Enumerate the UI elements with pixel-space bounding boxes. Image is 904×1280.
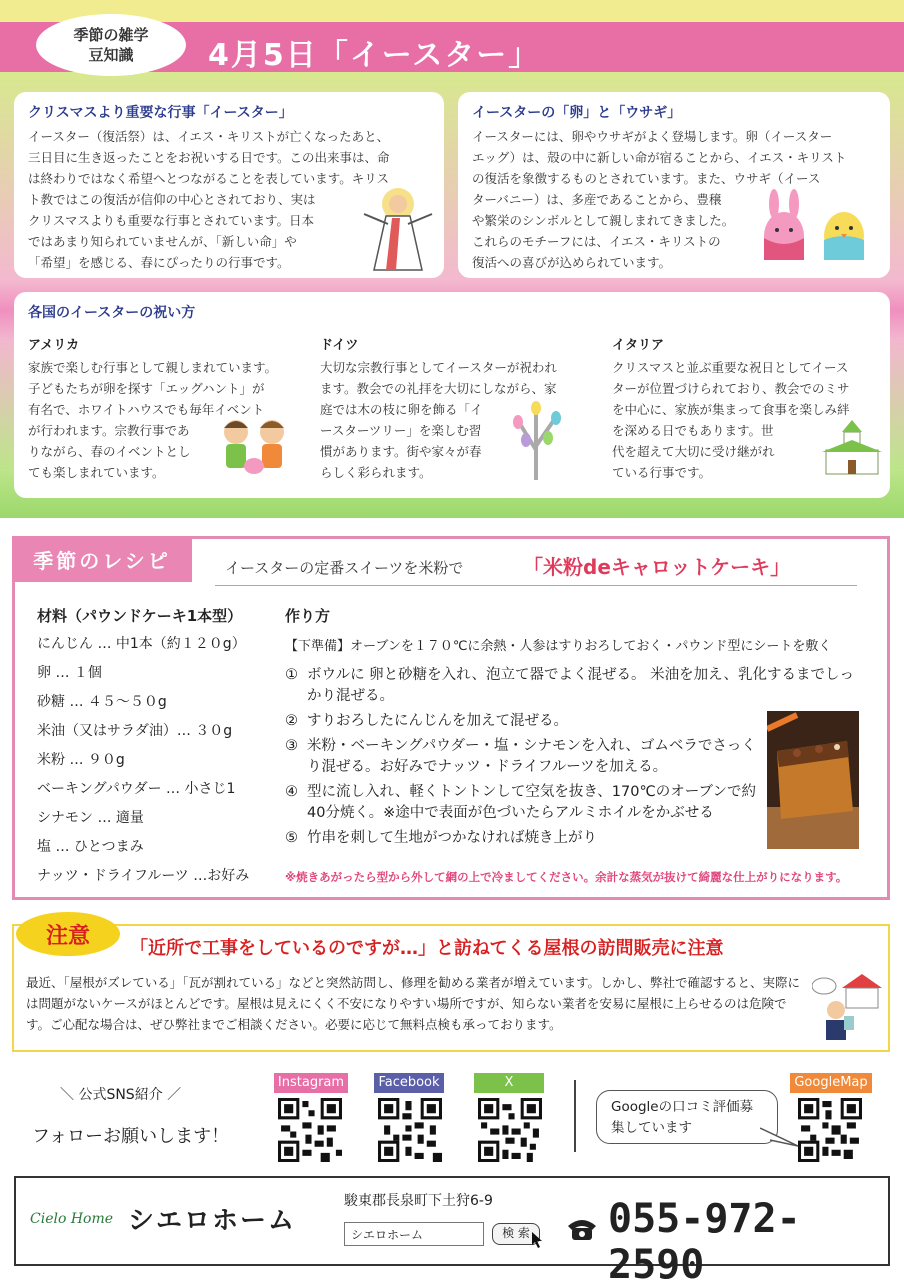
ingredient-item: シナモン … 適量: [37, 810, 144, 826]
card-title: 各国のイースターの祝い方: [28, 305, 196, 321]
company-footer: [14, 1176, 890, 1280]
prep-note: 【下準備】オーブンを１７０℃に余熱・人参はすりおろしておく・パウンド型にシートを敷く: [285, 639, 832, 654]
instagram-qr-code[interactable]: [278, 1098, 342, 1162]
salesman-house-icon: [812, 970, 884, 1040]
country-text: 家族で楽しむ行事として親しまれています。 子どもたちが卵を探す「エッグハント」が 有名で、ホワイトハウスでも毎年イベント が行われます。宗教行事であ りながら、春のイベントとし ても楽しまれています。: [28, 360, 278, 480]
x-label[interactable]: X: [474, 1073, 544, 1093]
recipe-section: [12, 536, 890, 900]
ingredient-item: ナッツ・ドライフルーツ …お好み: [37, 868, 250, 884]
recipe-tag: 季節のレシピ: [12, 536, 192, 582]
step-item: ② すりおろしたにんじんを加えて混ぜる。: [285, 713, 568, 729]
jesus-illustration-icon: [356, 184, 440, 274]
search-input[interactable]: シエロホーム: [344, 1222, 484, 1246]
country-text: 大切な宗教行事としてイースターが祝われ ます。教会での礼拝を大切にしながら、家 庭では木の枝に卵を飾る「イ ースターツリー」を楽しむ習 慣があります。街や家々が春 らしく彩られます。: [320, 360, 557, 480]
ingredients-title: 材料（パウンドケーキ1本型）: [37, 607, 243, 625]
country-name: ドイツ: [320, 338, 359, 353]
step-item: ① ボウルに 卵と砂糖を入れ、泡立て器でよく混ぜる。 米油を加え、乳化するまでしっかり混ぜる。: [285, 667, 855, 704]
company-address: 駿東郡長泉町下土狩6-9: [344, 1193, 493, 1209]
facebook-label[interactable]: Facebook: [374, 1073, 444, 1093]
company-logo-en: Cielo Home: [30, 1211, 114, 1227]
follow-text: フォローお願いします！: [32, 1126, 230, 1147]
steps-title: 作り方: [285, 607, 331, 625]
country-name: イタリア: [612, 338, 665, 353]
column-badge-line1: 季節の雑学: [73, 26, 149, 44]
facebook-qr-code[interactable]: [378, 1098, 442, 1162]
church-icon: [822, 418, 882, 476]
ingredient-item: 砂糖 … ４５～５０g: [37, 694, 167, 710]
countries-card: [14, 292, 890, 498]
page-title: 4月5日「イースター」: [208, 38, 541, 73]
caution-section: [12, 924, 890, 1052]
x-qr-code[interactable]: [478, 1098, 542, 1162]
ingredient-item: ベーキングパウダー … 小さじ1: [37, 781, 236, 797]
step-item: ③ 米粉・ベーキングパウダー・塩・シナモンを入れ、ゴムベラでさっくり混ぜる。お好みでナッツ・ドライフルーツを加える。: [285, 738, 756, 775]
phone-number[interactable]: 055-972-2590: [608, 1196, 801, 1280]
caution-badge: 注意: [16, 912, 120, 956]
country-name: アメリカ: [28, 338, 80, 353]
card-title: イースターの「卵」と「ウサギ」: [472, 105, 682, 121]
easter-egg-bunny-icon: [764, 188, 880, 264]
ingredients-list: [37, 633, 249, 894]
carrot-cake-photo: [767, 711, 859, 849]
egg-rabbit-card: [458, 92, 890, 278]
easter-tree-icon: [506, 400, 570, 480]
review-bubble: Googleの口コミ評価募集しています: [596, 1090, 778, 1144]
column-badge-line2: 豆知識: [88, 46, 134, 64]
googlemap-qr-code[interactable]: [798, 1098, 862, 1162]
recipe-divider: [215, 585, 857, 586]
instagram-label[interactable]: Instagram: [274, 1073, 348, 1093]
recipe-footnote: ※焼きあがったら型から外して網の上で冷ましてください。余計な蒸気が抜けて綺麗な仕上がりになります。: [285, 870, 848, 884]
step-item: ④ 型に流し入れ、軽くトントンして空気を抜き、170℃のオーブンで約40分焼く。※途中で表面が色づいたらアルミホイルをかぶせる: [285, 784, 756, 821]
column-badge: [36, 14, 186, 76]
recipe-title: 「米粉deキャロットケーキ」: [523, 555, 791, 579]
ingredient-item: 塩 … ひとつまみ: [37, 839, 144, 855]
step-item: ⑤ 竹串を刺して生地がつかなければ焼き上がり: [285, 830, 597, 846]
bubble-tail-icon: [760, 1126, 800, 1150]
ingredient-item: 米粉 … ９０g: [37, 752, 125, 768]
egg-hunt-kids-icon: [214, 414, 296, 478]
card-text: イースター（復活祭）は、イエス・キリストが亡くなったあと、 三日目に生き返ったことをお祝いする日です。この出来事は、命 は終わりではなく希望へとつながることを表しています。キリス ト教ではこの復活が信仰の中心とされており、実は クリスマスよりも重要な行事とされています。日本 ではあまり知られていませんが、「新しい命」や 「希望」を感じる、春にぴったりの行事です。: [28, 129, 390, 270]
sns-heading: ＼ 公式SNS紹介 ／: [60, 1087, 182, 1103]
search-button[interactable]: 検 索: [492, 1223, 540, 1245]
caution-text: 最近、「屋根がズレている」「瓦が割れている」などと突然訪問し、修理を勧める業者が増えています。しかし、弊社で確認すると、実際には問題がないケースがほとんどです。屋根は見えにくく不安になりやすい場所ですが、知らない業者を安易に屋根に上らせるのは危険です。ご心配な場合は、ぜひ弊社までご相談ください。必要に応じて無料点検も承っております。: [26, 975, 801, 1032]
card-text: イースターには、卵やウサギがよく登場します。卵（イースター エッグ）は、殻の中に新しい命が宿ることから、イエス・キリスト の復活を象徴するものとされています。また、ウサギ（イース ターバニー）は、多産であることから、豊穣 や繁栄のシンボルとして親しまれてきました。 これらのモチーフには、イエス・キリストの 復活への喜びが込められています。: [472, 129, 847, 270]
sns-divider: [574, 1080, 576, 1152]
company-logo-jp: シエロホーム: [128, 1206, 297, 1236]
ingredient-item: 米油（又はサラダ油）… ３０g: [37, 723, 233, 739]
googlemap-label[interactable]: GoogleMap: [790, 1073, 872, 1093]
cursor-icon: [532, 1232, 544, 1248]
recipe-subtitle: イースターの定番スイーツを米粉で: [225, 559, 464, 577]
caution-title: 「近所で工事をしているのですが…」と訪ねてくる屋根の訪問販売に注意: [130, 938, 724, 959]
country-text: クリスマスと並ぶ重要な祝日としてイース ターが位置づけられており、教会でのミサ を中心に、家族が集まって食事を楽しみ絆 を深める日でもあります。世 代を超えて大切に受け継がれ ている行事です。: [612, 360, 850, 480]
ingredient-item: にんじん … 中1本（約１２０g）: [37, 636, 246, 652]
phone-icon: [566, 1216, 598, 1242]
ingredient-item: 卵 … １個: [37, 665, 102, 681]
easter-importance-card: [14, 92, 444, 278]
card-title: クリスマスより重要な行事「イースター」: [28, 105, 293, 121]
